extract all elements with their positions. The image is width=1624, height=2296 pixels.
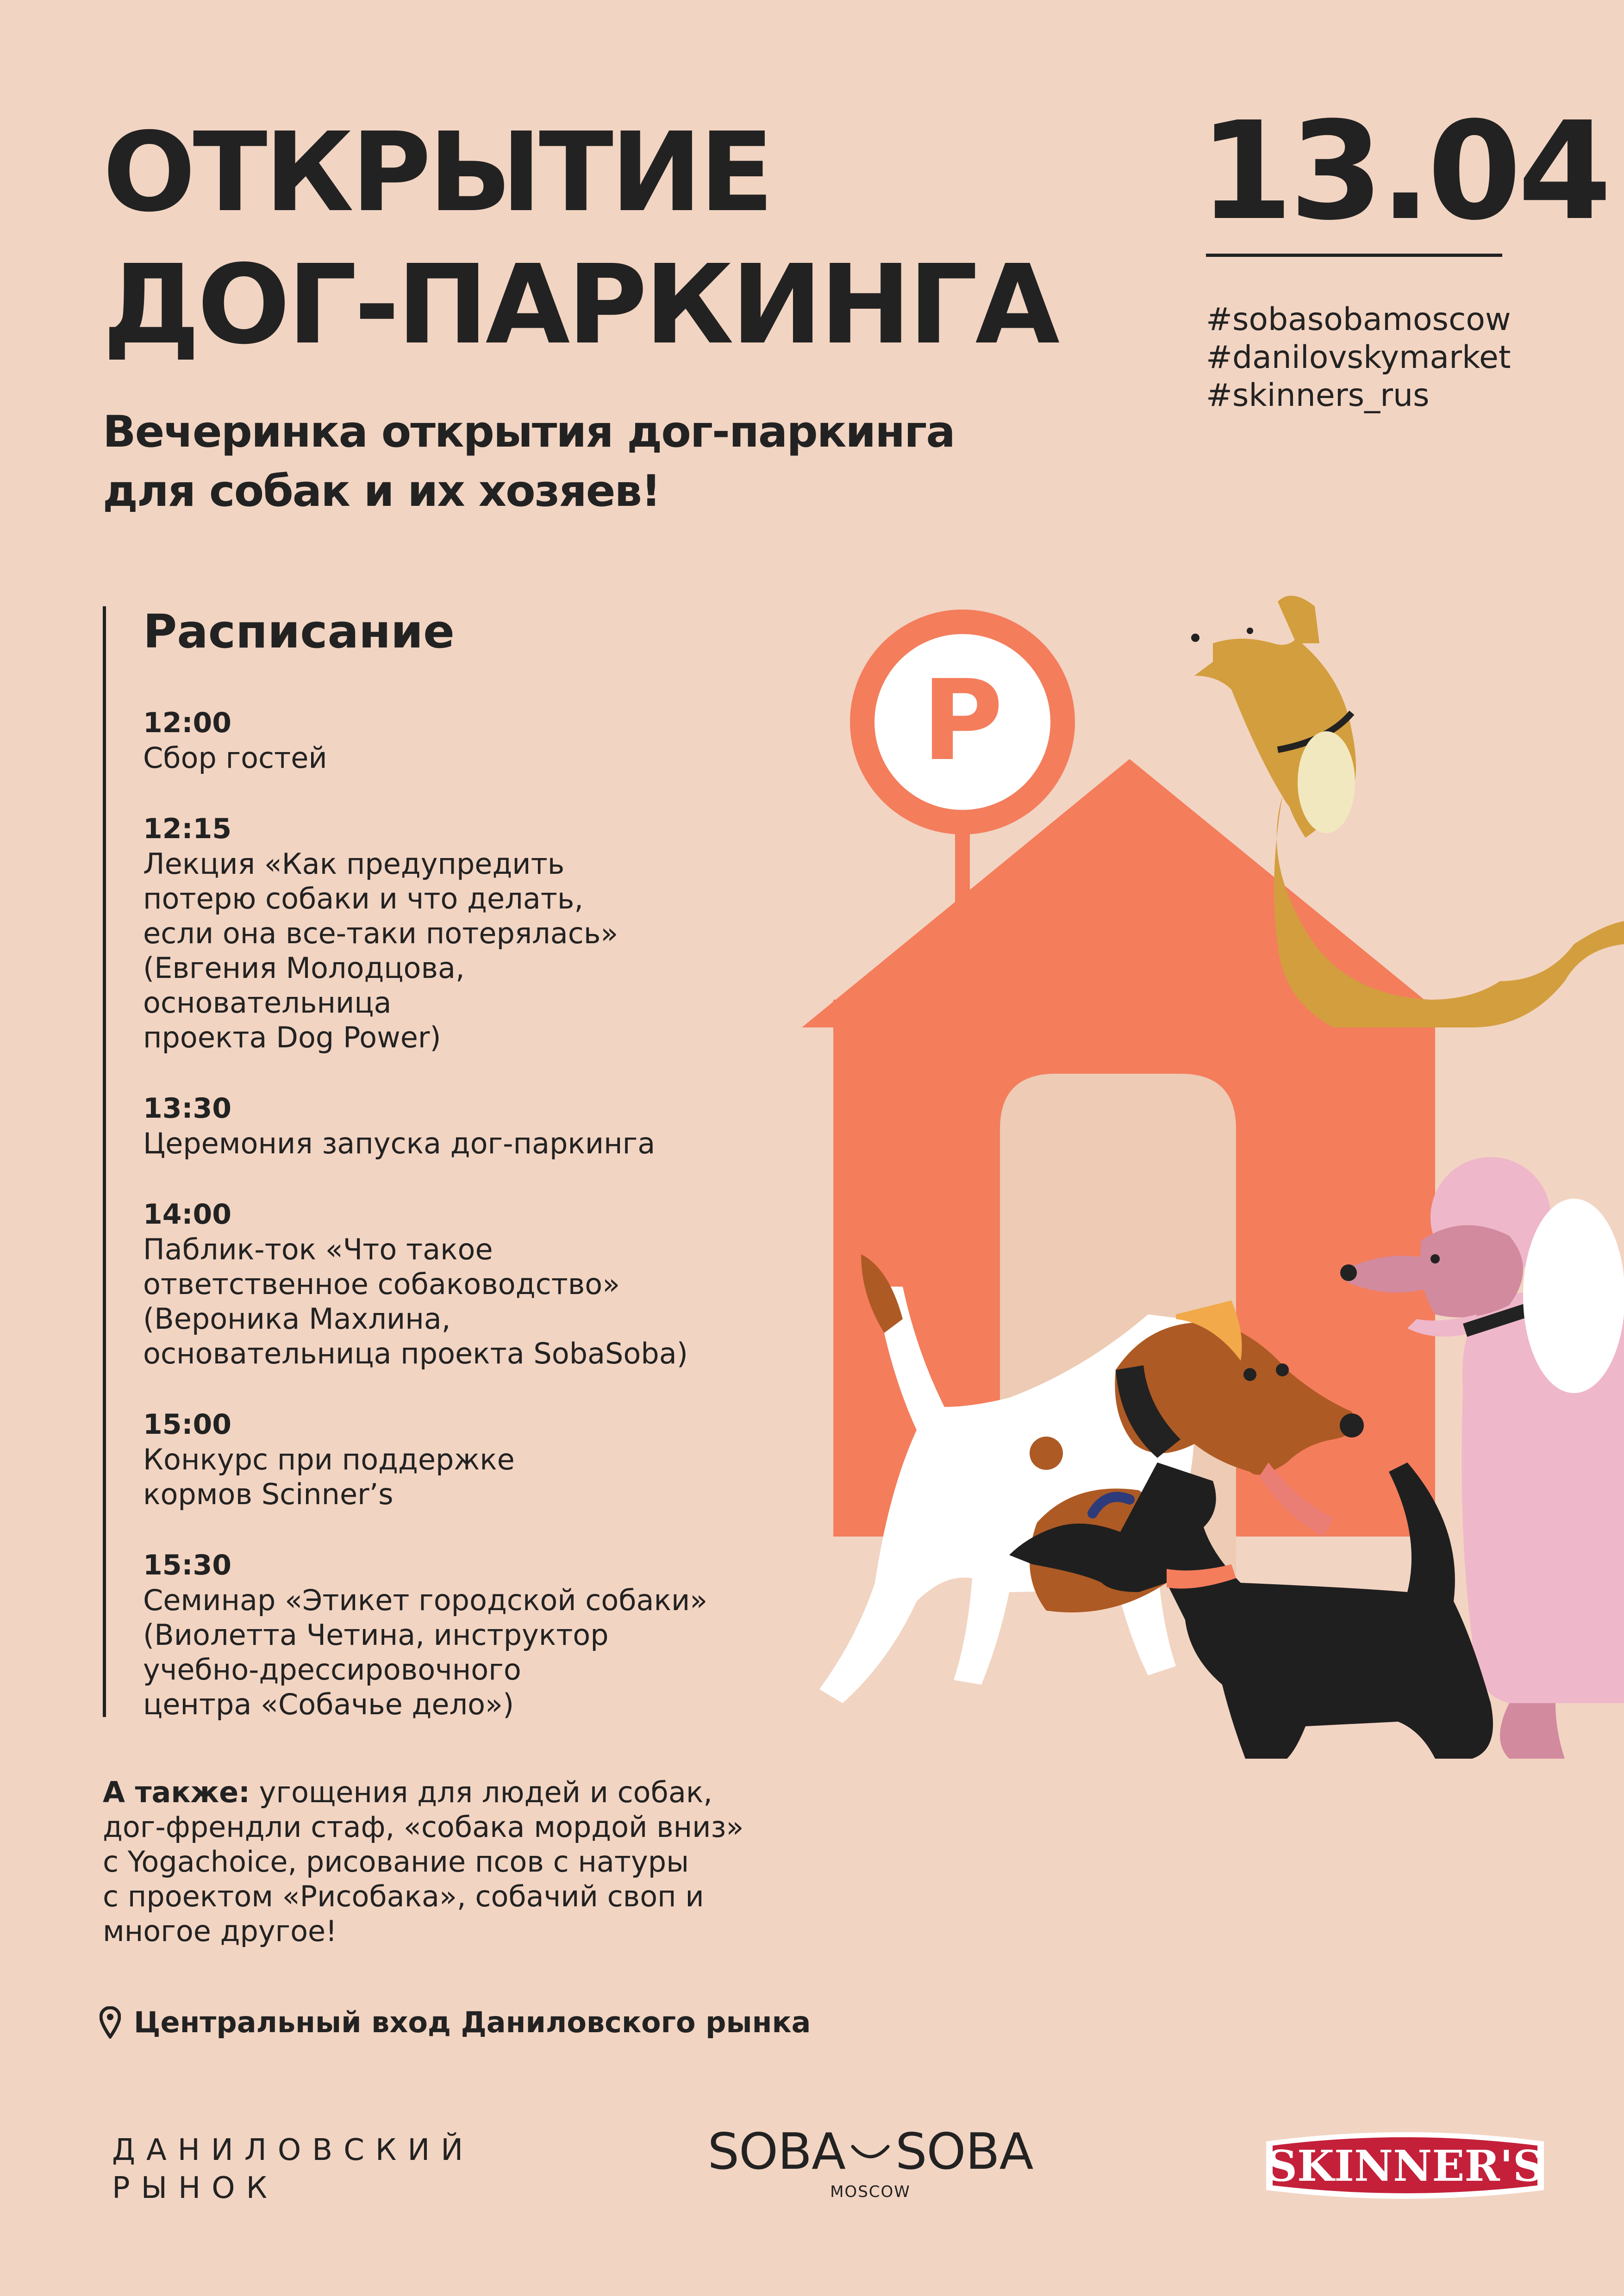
schedule-time: 15:30 bbox=[143, 1549, 231, 1581]
schedule-item bbox=[143, 1197, 763, 1371]
schedule-section bbox=[103, 604, 754, 1721]
logo-line: ДАНИЛОВСКИЙ bbox=[112, 2133, 475, 2167]
schedule-item bbox=[143, 706, 763, 775]
title-line-2: ДОГ-ПАРКИНГА bbox=[103, 241, 1057, 368]
schedule-text: если она все-таки потерялась» bbox=[143, 916, 618, 950]
schedule-time: 13:30 bbox=[143, 1092, 231, 1125]
danilovsky-market-logo bbox=[112, 2131, 474, 2207]
logo-word: SOBA bbox=[895, 2123, 1033, 2181]
schedule-text: Лекция «Как предупредить bbox=[143, 847, 565, 881]
sobasoba-wordmark bbox=[704, 2124, 1037, 2180]
schedule-time: 12:00 bbox=[143, 707, 231, 739]
terrier-spot bbox=[1030, 1437, 1063, 1470]
parking-sign-letter: P bbox=[922, 656, 1003, 785]
also-line: угощения для людей и собак, bbox=[250, 1775, 712, 1809]
also-section bbox=[103, 1775, 797, 1948]
hashtag[interactable]: #skinners_rus bbox=[1206, 377, 1430, 414]
schedule-time: 14:00 bbox=[143, 1198, 231, 1231]
terrier-eye bbox=[1243, 1368, 1256, 1381]
also-line: с проектом «Рисобака», собачий своп и bbox=[103, 1879, 704, 1913]
terrier-nose bbox=[1340, 1413, 1364, 1437]
schedule-item bbox=[143, 1091, 763, 1161]
also-text bbox=[103, 1775, 797, 1810]
schedule-item bbox=[143, 1407, 763, 1512]
schedule-text: (Вероника Махлина, bbox=[143, 1302, 451, 1336]
schedule-text: проекта Dog Power) bbox=[143, 1020, 441, 1054]
sobasoba-logo bbox=[704, 2124, 1037, 2201]
logo-word: SOBA bbox=[707, 2123, 845, 2181]
title-line-1: ОТКРЫТИЕ bbox=[103, 109, 771, 236]
schedule-text: Конкурс при поддержке bbox=[143, 1443, 515, 1476]
schedule-text: Сбор гостей bbox=[143, 741, 327, 775]
schedule-text: Паблик-ток «Что такое bbox=[143, 1232, 493, 1266]
also-lead: А также: bbox=[103, 1775, 250, 1809]
schedule-item bbox=[143, 812, 763, 1055]
hashtag-list bbox=[1206, 301, 1511, 415]
schedule-text: кормов Scinner’s bbox=[143, 1477, 394, 1511]
subtitle-line-1: Вечеринка открытия дог-паркинга bbox=[103, 407, 955, 457]
schedule-text: Семинар «Этикет городской собаки» bbox=[143, 1583, 708, 1617]
also-line: многое другое! bbox=[103, 1914, 337, 1948]
poster-title bbox=[103, 106, 1057, 371]
map-pin-icon bbox=[100, 2006, 121, 2039]
poster-subtitle bbox=[103, 403, 955, 521]
location-text: Центральный вход Даниловского рынка bbox=[134, 2005, 811, 2039]
schedule-text: (Виолетта Четина, инструктор bbox=[143, 1618, 609, 1652]
schedule-text: основательница bbox=[143, 986, 392, 1020]
schedule-text: Церемония запуска дог-паркинга bbox=[143, 1126, 656, 1160]
event-date: 13.04 bbox=[1199, 93, 1608, 250]
dog-parking-illustration bbox=[750, 537, 1624, 1805]
schedule-item bbox=[143, 1548, 763, 1722]
also-line: дог-френдли стаф, «собака мордой вниз» bbox=[103, 1810, 744, 1844]
also-line: с Yogachoice, рисование псов с натуры bbox=[103, 1845, 689, 1879]
schedule-time: 12:15 bbox=[143, 813, 231, 845]
smile-icon bbox=[848, 2138, 893, 2166]
schedule-list bbox=[143, 706, 763, 1758]
date-divider bbox=[1206, 254, 1502, 257]
location bbox=[100, 2004, 811, 2041]
schedule-text: потерю собаки и что делать, bbox=[143, 882, 584, 915]
skinners-logo bbox=[1262, 2125, 1549, 2204]
schedule-text: центра «Собачье дело») bbox=[143, 1687, 514, 1721]
skinners-wordmark: SKINNER'S bbox=[1266, 2141, 1544, 2191]
logo-line: РЫНОК bbox=[112, 2171, 278, 2205]
terrier-eye bbox=[1276, 1363, 1289, 1376]
schedule-text: (Евгения Молодцова, bbox=[143, 951, 465, 985]
logo-subtitle: MOSCOW bbox=[830, 2183, 911, 2201]
hashtag[interactable]: #danilovskymarket bbox=[1206, 339, 1511, 376]
subtitle-line-2: для собак и их хозяев! bbox=[103, 466, 660, 516]
hashtag[interactable]: #sobasobamoscow bbox=[1206, 301, 1511, 338]
schedule-text: основательница проекта SobaSoba) bbox=[143, 1337, 688, 1370]
schedule-time: 15:00 bbox=[143, 1408, 231, 1441]
schedule-text: учебно-дрессировочного bbox=[143, 1653, 521, 1686]
schedule-title: Расписание bbox=[143, 604, 455, 659]
schedule-text: ответственное собаководство» bbox=[143, 1267, 620, 1301]
